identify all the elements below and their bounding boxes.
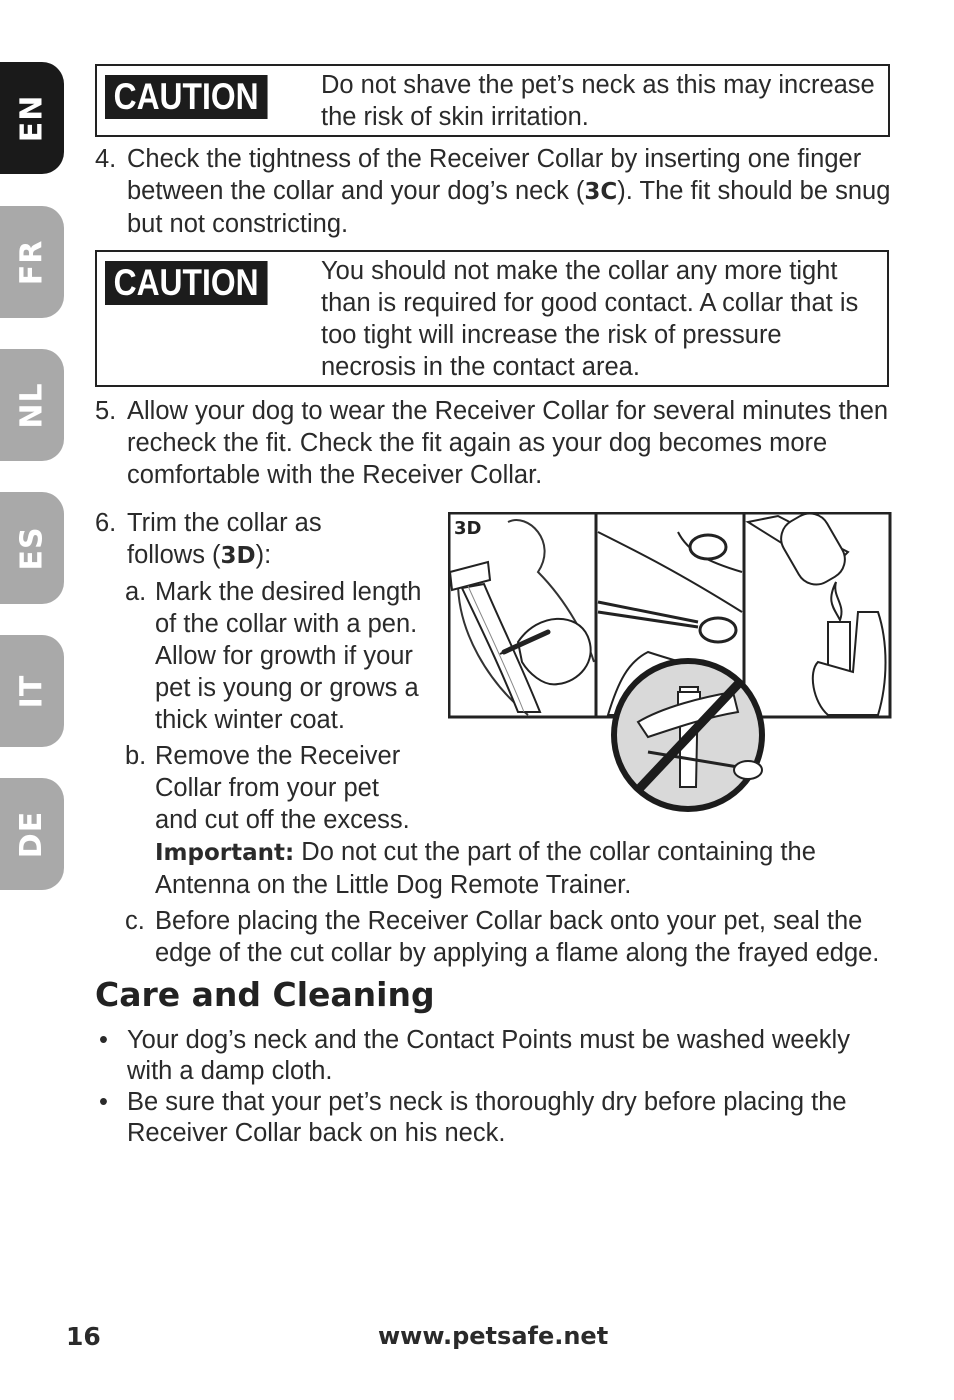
caution-text: You should not make the collar any more tight than is required for good contact. A collar that is too tight will increase the risk of pressure necrosis in the contact area. <box>321 257 859 381</box>
footer-url[interactable]: www.petsafe.net <box>378 1322 609 1350</box>
step-6a-line: pet is young or grows a <box>155 674 419 702</box>
figure-ref-3d: 3D <box>220 543 256 569</box>
list-item <box>95 1087 892 1149</box>
step-number: 5. <box>95 397 117 425</box>
bullet-text: Be sure that your pet’s neck is thoroughly dry before placing the Receiver Collar back on his neck. <box>127 1088 847 1147</box>
step-6b-line: Remove the Receiver <box>155 742 401 770</box>
step-6a-line: Allow for growth if your <box>155 642 413 670</box>
bullet-icon: • <box>99 1026 108 1054</box>
tab-it-label: IT <box>14 674 50 708</box>
caution-text: Do not shave the pet’s neck as this may increase the risk of skin irritation. <box>321 71 875 131</box>
step-6-line: Trim the collar as <box>127 509 322 537</box>
step-6a-line: of the collar with a pen. <box>155 610 418 638</box>
step-6c <box>95 905 892 969</box>
sub-letter: b. <box>125 742 147 770</box>
step-6a-line: Mark the desired length <box>155 578 422 606</box>
important-label: Important: <box>155 840 295 866</box>
step-5 <box>95 395 892 491</box>
caution-box-shave <box>95 64 890 137</box>
figure-label: 3D <box>454 518 482 539</box>
step-5-text: Allow your dog to wear the Receiver Collar for several minutes then recheck the fit. Check the fit again as your dog becomes more comfortable with the Receiver Collar. <box>127 397 889 489</box>
step-6c-text: Before placing the Receiver Collar back onto your pet, seal the edge of the cut collar by applying a flame along the frayed edge. <box>155 907 880 967</box>
care-heading: Care and Cleaning <box>95 975 435 1014</box>
sub-letter: a. <box>125 578 147 606</box>
caution-label: CAUTION <box>105 261 267 305</box>
tab-it[interactable] <box>0 635 64 747</box>
figure-3d <box>448 512 892 816</box>
tab-fr[interactable] <box>0 206 64 318</box>
bullet-icon: • <box>99 1088 108 1116</box>
tab-es[interactable] <box>0 492 64 604</box>
list-item <box>95 1025 892 1087</box>
bullet-text: Your dog’s neck and the Contact Points must be washed weekly with a damp cloth. <box>127 1026 850 1085</box>
tab-de-label: DE <box>14 810 50 858</box>
tab-en[interactable] <box>0 62 64 174</box>
step-6a-line: thick winter coat. <box>155 706 345 734</box>
tab-nl[interactable] <box>0 349 64 461</box>
tab-de[interactable] <box>0 778 64 890</box>
sub-letter: c. <box>125 907 145 935</box>
panel-seal-edge <box>744 512 890 717</box>
step-number: 4. <box>95 145 117 173</box>
step-6-line-end: ): <box>255 541 272 569</box>
step-6b-line: and cut off the excess. <box>155 806 410 834</box>
step-number: 6. <box>95 509 117 537</box>
step-4-text: Check the tightness of the Receiver Collar by inserting one finger between the collar and your dog’s neck ( <box>127 145 862 205</box>
caution-box-tightness <box>95 250 889 387</box>
tab-es-label: ES <box>14 525 50 571</box>
tab-fr-label: FR <box>14 239 50 285</box>
panel-mark-collar <box>449 513 596 717</box>
figure-ref-3c: 3C <box>584 179 618 205</box>
prohibited-cut-icon <box>614 661 762 809</box>
caution-label: CAUTION <box>105 75 267 119</box>
tab-nl-label: NL <box>14 381 50 429</box>
step-6-line: follows ( <box>127 541 221 569</box>
step-6b-line: Collar from your pet <box>155 774 379 802</box>
step-4 <box>95 143 892 240</box>
page-number: 16 <box>66 1322 101 1351</box>
tab-en-label: EN <box>14 94 50 142</box>
step-4-text-end: ). The fit should be snug but not constricting. <box>127 177 891 238</box>
important-text: Do not cut the part of the collar containing the Antenna on the Little Dog Remote Trainer. <box>155 838 816 899</box>
